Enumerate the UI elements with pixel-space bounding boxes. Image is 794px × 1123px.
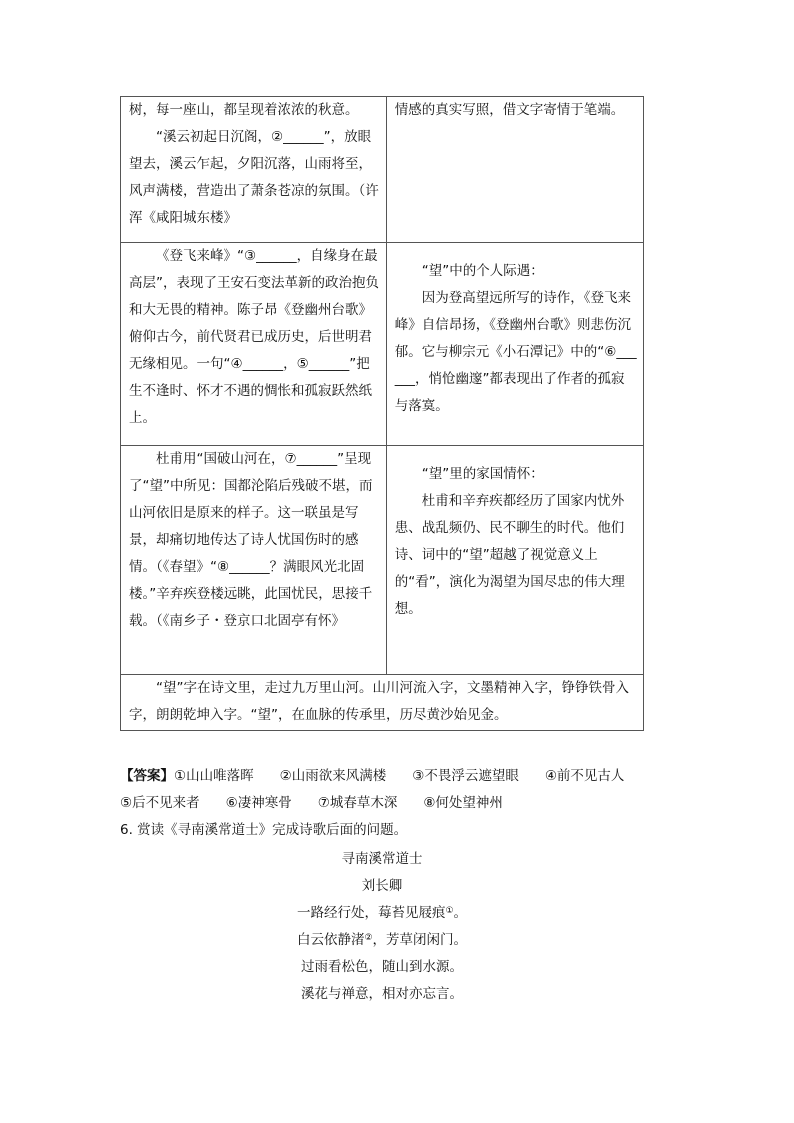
table-row	[121, 97, 644, 243]
cell-text: 《登飞来峰》“③______，自缘身在最高层”，表现了王安石变法革新的政治抱负和大无畏的精神。陈子昂《登幽州台歌》俯仰古今，前代贤君已成历史，后世明君无缘相见。一句“④______，⑤______”把生不逢时、怀才不遇的惆怅和孤寂跃然纸上。	[129, 248, 379, 426]
answer-label: 【答案】	[120, 768, 174, 784]
answer-item: ⑧何处望神州	[423, 795, 503, 811]
poem-line	[120, 900, 644, 927]
answer-block	[120, 763, 680, 817]
poem	[120, 846, 644, 1008]
cell-text: 树，每一座山，都呈现着浓浓的秋意。	[129, 102, 359, 118]
answer-item: ⑤后不见来者	[120, 795, 200, 811]
cell-subtitle: “望”里的家国情怀：	[421, 466, 544, 482]
cell-text: 杜甫用“国破山河在，⑦______”呈现了“望”中所见：国都沦陷后残破不堪，而山河依旧是原来的样子。这一联虽是写景，却痛切地传达了诗人忧国伤时的感情。（《春望》“⑧______？满眼风光北固楼。”辛弃疾登楼远眺，此国忧民，思接千载。（《南乡子・登京口北固亭有怀》	[129, 451, 373, 629]
footnote-marker: ①	[445, 906, 454, 916]
answer-item: ⑦城春草木深	[317, 795, 398, 811]
cell-text: 杜甫和辛弃疾都经历了国家内忧外患、战乱频仍、民不聊生的时代。他们诗、词中的“望”超越了视觉意义上的“看”，演化为渴望为国尽忠的伟大理想。	[394, 493, 625, 617]
analysis-table	[120, 96, 644, 731]
cell-subtitle: “望”中的个人际遇：	[421, 263, 544, 279]
answer-item: ⑥凄神寒骨	[225, 795, 292, 811]
poem-text: 一路经行处，莓苔见屐痕	[296, 905, 446, 921]
answer-item: ①山山唯落晖	[174, 768, 254, 784]
table-cell-right	[386, 97, 643, 243]
poem-author: 刘长卿	[361, 878, 403, 894]
answer-item: ③不畏浮云遮望眼	[412, 768, 519, 784]
poem-text: 。	[453, 905, 468, 921]
poem-line: 溪花与禅意，相对亦忘言。	[301, 986, 463, 1002]
cell-text: 因为登高望远所写的诗作，《登飞来峰》自信昂扬，《登幽州台歌》则悲伤沉郁。它与柳宗元《小石潭记》中的“⑥______，悄怆幽邃”都表现出了作者的孤寂与落寞。	[394, 290, 637, 414]
answer-item: ②山雨欲来风满楼	[279, 768, 387, 784]
table-row	[121, 446, 644, 675]
table-cell-left	[121, 446, 387, 675]
poem-line: 过雨看松色，随山到水源。	[301, 959, 463, 975]
poem-text: 白云依静渚	[296, 932, 365, 948]
question-6: 6. 赏读《寻南溪常道士》完成诗歌后面的问题。	[120, 822, 408, 838]
table-row	[121, 675, 644, 731]
table-cell-right	[386, 446, 643, 675]
table-row	[121, 243, 644, 446]
table-cell-left	[121, 97, 387, 243]
table-cell-right	[386, 243, 643, 446]
answer-line	[120, 790, 680, 817]
poem-title: 寻南溪常道士	[341, 851, 423, 867]
summary-text: “望”字在诗文里，走过九万里山河。山川河流入字，文墨精神入字，铮铮铁骨入字，朗朗乾坤入字。“望”，在血脉的传承里，历尽黄沙始见金。	[129, 680, 629, 723]
answer-item: ④前不见古人	[544, 768, 625, 784]
footnote-marker: ②	[364, 933, 373, 943]
poem-line	[120, 927, 644, 954]
cell-text: 情感的真实写照，借文字寄情于笔端。	[394, 102, 625, 118]
answer-line	[120, 763, 680, 790]
cell-text: “溪云初起日沉阁，②______”，放眼望去，溪云乍起，夕阳沉落，山雨将至，风声满楼，营造出了萧条苍凉的氛围。（许浑《咸阳城东楼》	[129, 129, 379, 226]
table-cell-summary	[121, 675, 644, 731]
poem-text: ，芳草闭闲门。	[372, 932, 468, 948]
table-cell-left	[121, 243, 387, 446]
